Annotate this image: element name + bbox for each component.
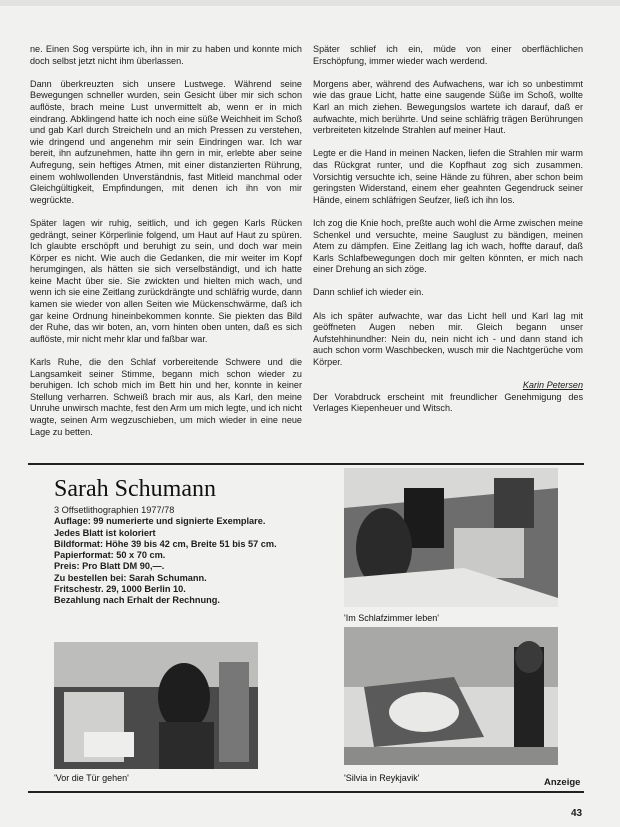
ad-label: Anzeige — [544, 777, 581, 788]
ad-line: Bildformat: Höhe 39 bis 42 cm, Breite 51 bis 57 cm. — [54, 538, 277, 549]
ad-title: Sarah Schumann — [54, 476, 216, 502]
paragraph: Ich zog die Knie hoch, preßte auch wohl die Arme zwischen meine Schenkel und versuchte, meine Sauglust zu bändigen, meinen Atem zu dämpfen. Eine Zeitlang lag ich wach, hoffte darauf, daß Karls Schlafbewegungen doch mir gelten könnten, er mich nach einer Drehung an sich zöge. — [313, 217, 583, 275]
ad-line: Jedes Blatt ist koloriert — [54, 527, 156, 538]
page-top-edge — [0, 0, 620, 6]
paragraph: Später schlief ich ein, müde von einer oberflächlichen Erschöpfung, immer wieder wach werdend. — [313, 44, 583, 66]
caption-schlafzimmer: 'Im Schlafzimmer leben' — [344, 613, 439, 623]
ad-line: Fritschestr. 29, 1000 Berlin 10. — [54, 584, 186, 595]
article-column-right — [313, 44, 583, 415]
paragraph: Morgens aber, während des Aufwachens, war ich so unbestimmt wie das graue Licht, hatte eine saugende Süße im Schoß, wollte Karl an mich ziehen. Bewegungslos wartete ich darauf, daß er aufwachte, mich berührte. Und seine schläfrig trägen Berührungen verbreiteten kitzelnde Strahlen auf meiner Haut. — [313, 78, 583, 136]
paragraph: Dann schlief ich wieder ein. — [313, 287, 424, 298]
article-column-left — [30, 44, 302, 450]
caption-silvia: 'Silvia in Reykjavik' — [344, 773, 420, 783]
artwork-vor-die-tuer — [54, 642, 258, 769]
ad-line: Zu bestellen bei: Sarah Schumann. — [54, 572, 207, 583]
divider-bottom — [28, 791, 584, 793]
page-number: 43 — [571, 808, 583, 819]
ad-line: Papierformat: 50 x 70 cm. — [54, 550, 166, 561]
author-signature: Karin Petersen — [522, 380, 583, 391]
paragraph: Karls Ruhe, die den Schlaf vorbereitende Schwere und die Langsamkeit seiner Stimme, begann mich schon wieder zu beruhigen. Ich schob mich im Bett hin und her, konnte in keiner Stellung verharren. Schweiß brach mir aus, als Karl, den meine Unruhe unwirsch machte, fest den Arm um mich legte, und ich nicht wagte, seinen Arm wegzuschieben, um mich wieder in eine neue Lage zu betten. — [30, 357, 302, 437]
ad-line: 3 Offsetlithographien 1977/78 — [54, 505, 175, 515]
paragraph: Als ich später aufwachte, war das Licht hell und Karl lag mit geöffneten Augen neben mir. Gleich begann unser Aufstehhinundher: Nein du, nein nicht ich - und dann stand ich auch schon vorm Waschbecken, wusch mir die Nachtgerüche vom Körper. — [313, 310, 583, 368]
paragraph: Legte er die Hand in meinen Nacken, liefen die Strahlen mir warm das Rückgrat runter, und die Kopfhaut zog sich zusammen. Vorsichtig versuchte ich, seine Hände zu führen, aber schon beim geringsten Widerstand, einem eher geahnten Gegendruck seiner Hände, einem schläfrigen Seufzer, ließ ich ihn los. — [313, 148, 583, 205]
paragraph: ne. Einen Sog verspürte ich, ihn in mir zu haben und konnte mich doch selbst jetzt nicht ihm überlassen. — [30, 44, 302, 66]
artwork-schlafzimmer — [344, 468, 558, 607]
caption-vor-die-tuer: 'Vor die Tür gehen' — [54, 773, 129, 783]
paragraph: Später lagen wir ruhig, seitlich, und ich gegen Karls Rücken gedrängt, seiner Körperlinie folgend, um Haut auf Haut zu spüren. Ich glaubte erschöpft und beruhigt zu sein, und doch war mein Körper es nicht. Wie auch die Gedanken, die mir weiter im Kopf herumgingen, als hätten sie sich verselbständigt, und ich hatte keine Macht über sie. Sie zwickten und hielten mich wach, und wenn ich sie eine Zeitlang zurückdrängte und schläfrig wurde, dann kamen sie wieder von allen Seiten wie Mückenschwärme, daß ich gar keine Ordnung hineinbekommen konnte. Sie piekten das Bild der Ruhe, das wir boten, an, vorn hinten oben unten, daß es sich auflöste, mir nicht mehr klar und faßbar war. — [30, 217, 302, 344]
ad-line: Auflage: 99 numerierte und signierte Exemplare. — [54, 516, 266, 527]
ad-line: Preis: Pro Blatt DM 90,—. — [54, 561, 165, 572]
artwork-silvia — [344, 627, 558, 765]
publication-credit: Der Vorabdruck erscheint mit freundlicher Genehmigung des Verlages Kiepenheuer und Witsch. — [313, 391, 583, 414]
paragraph: Dann überkreuzten sich unsere Lustwege. Während seine Bewegungen schneller wurden, sein Gesicht über mir sich schon auflöste, brach meine Lust unvermittelt ab, wenn er in mich eindrang. Abklingend hatte ich noch eine süße Weichheit im Schoß und gab Karl durch Streicheln und an mich Pressen zu verstehen, wie dringend und angenehm mir sein Eindringen war. Ich war bereit, ihn aufzunehmen, hatte ihn gern in mir, erlebte aber seine Aufregung, sein heftiges Atmen, mit einer distanzierten Rührung, einem wohlwollenden Unverständnis, fast Mitleid manchmal oder Gleichgültigkeit, Empfindungen, mit denen ich ihn von mir wegrückte. — [30, 78, 302, 205]
ad-details — [54, 505, 277, 607]
divider-top — [28, 463, 584, 465]
ad-line: Bezahlung nach Erhalt der Rechnung. — [54, 595, 220, 606]
